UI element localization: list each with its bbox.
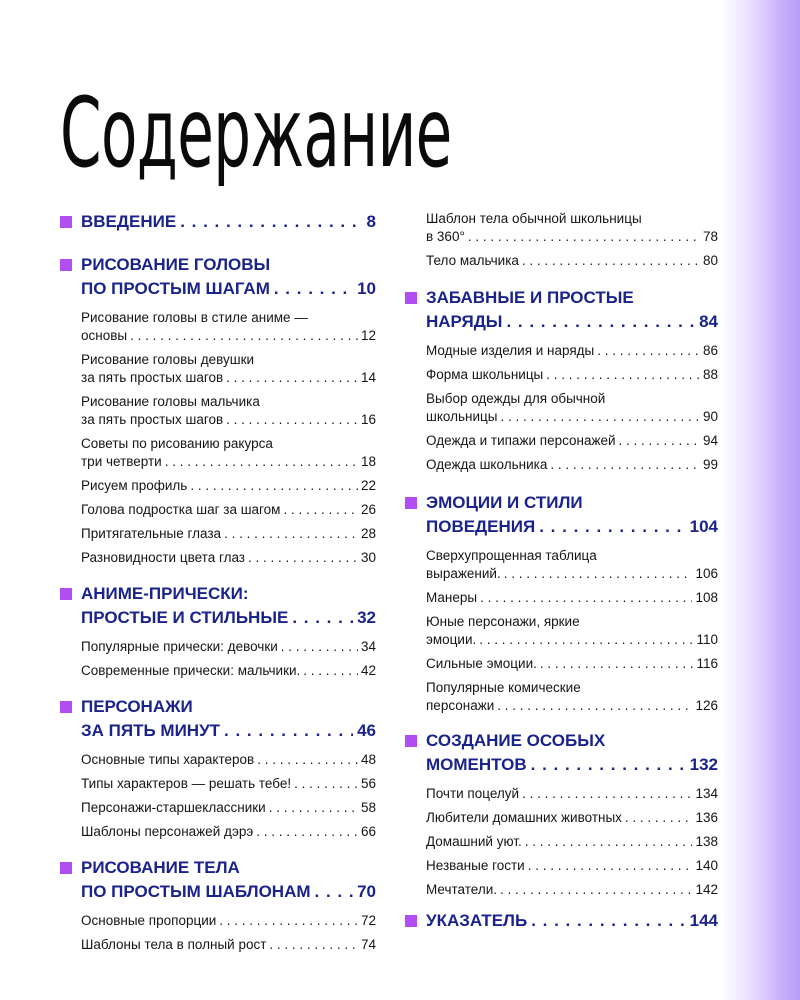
toc-entry[interactable] [81,549,376,567]
toc-entry[interactable] [426,833,718,851]
bullet-square-icon [405,735,417,747]
dot-leader [525,833,693,851]
section-title-line: РИСОВАНИЕ ГОЛОВЫ [81,255,271,274]
entry-title: основы [81,328,128,343]
section-title: ПРОСТЫЕ И СТИЛЬНЫЕ [81,608,289,627]
entry-page: 34 [360,639,376,654]
entry-title: за пять простых шагов [81,370,224,385]
toc-left-column [60,210,376,960]
toc-entry[interactable] [426,809,718,827]
toc-entry[interactable] [81,662,376,680]
entry-page: 12 [360,328,376,343]
toc-entry[interactable] [426,613,718,649]
toc-right-column [405,210,718,933]
dot-leader [274,277,353,301]
section-title: ВВЕДЕНИЕ [81,212,177,231]
dot-leader [625,809,693,827]
entry-page: 136 [695,810,718,825]
entry-title: Мечтатели. [426,882,497,897]
toc-entry[interactable] [81,501,376,519]
entry-title: Сильные эмоции. [426,656,537,671]
section-page: 10 [357,279,376,298]
toc-section-emotions[interactable] [405,491,718,715]
section-page: 46 [357,721,376,740]
entry-title: Одежда школьника [426,457,548,472]
entry-page: 88 [702,367,718,382]
toc-section-hairstyles[interactable] [60,582,376,680]
dot-leader [165,453,358,471]
dot-leader [226,411,358,429]
entry-title: Притягательные глаза [81,526,222,541]
section-title-line: АНИМЕ-ПРИЧЕСКИ: [81,584,249,603]
toc-entry[interactable] [426,390,718,426]
dot-leader [479,631,693,649]
entry-title-line: Рисование головы девушки [81,352,255,367]
dot-leader [540,655,694,673]
entry-title: Рисуем профиль [81,478,188,493]
dot-leader [257,751,358,769]
entry-title: Почти поцелуй [426,786,520,801]
entry-page: 106 [695,566,718,581]
dot-leader [619,432,700,450]
entry-page: 108 [695,590,718,605]
dot-leader [500,408,700,426]
entry-page: 86 [702,343,718,358]
dot-leader [224,525,358,543]
entry-title-line: Рисование головы в стиле аниме — [81,310,308,325]
dot-leader [269,936,358,954]
entry-page: 66 [360,824,376,839]
toc-section-outfits[interactable] [405,286,718,474]
entry-page: 90 [702,409,718,424]
dot-leader [292,606,353,630]
dot-leader [539,515,685,539]
toc-entry[interactable] [426,342,718,360]
entry-title-line: Советы по рисованию ракурса [81,436,273,451]
dot-leader [531,753,686,777]
dot-leader [224,719,353,743]
dot-leader [130,327,358,345]
entry-title: три четверти [81,454,162,469]
entry-page: 78 [702,229,718,244]
entry-title: Разновидности цвета глаз [81,550,245,565]
entry-page: 116 [696,656,718,671]
entry-page: 99 [702,457,718,472]
entry-page: 134 [695,786,718,801]
entry-page: 142 [695,882,718,897]
entry-page: 26 [360,502,376,517]
dot-leader [504,565,693,583]
entry-page: 110 [696,632,718,647]
dot-leader [597,342,700,360]
entry-title-line: Юные персонажи, яркие [426,614,580,629]
toc-section-body-continued [405,210,718,270]
toc-entry[interactable] [81,823,376,841]
bullet-square-icon [405,292,417,304]
dot-leader [528,857,693,875]
section-page: 70 [357,882,376,901]
entry-page: 140 [695,858,718,873]
dot-leader [256,823,358,841]
entry-title-line: Популярные комические [426,680,581,695]
toc-entry[interactable] [81,309,376,345]
entry-title: за пять простых шагов [81,412,224,427]
entry-title: эмоции. [426,632,477,647]
dot-leader [303,662,358,680]
entry-title: Манеры [426,590,478,605]
dot-leader [283,501,358,519]
section-title: ПОВЕДЕНИЯ [426,517,536,536]
section-page: 132 [689,755,718,774]
dot-leader [522,785,692,803]
entry-page: 42 [360,663,376,678]
dot-leader [315,880,354,904]
toc-section-index[interactable] [405,909,718,933]
toc-entry[interactable] [426,589,718,607]
toc-section-special-moments[interactable] [405,729,718,899]
entry-page: 138 [695,834,718,849]
section-title: НАРЯДЫ [426,312,503,331]
toc-entry[interactable] [81,393,376,429]
entry-page: 56 [360,776,376,791]
bullet-square-icon [60,216,72,228]
entry-page: 94 [702,433,718,448]
entry-page: 72 [360,913,376,928]
side-gradient-decoration [720,0,800,1000]
entry-title: Домашний уют. [426,834,522,849]
toc-entry[interactable] [426,785,718,803]
section-title: ПО ПРОСТЫМ ШАБЛОНАМ [81,882,311,901]
entry-title: Форма школьницы [426,367,544,382]
toc-entry[interactable] [81,936,376,954]
entry-title-line: Сверхупрощенная таблица [426,548,597,563]
dot-leader [480,589,692,607]
toc-entry[interactable] [426,210,718,246]
dot-leader [269,799,358,817]
toc-entry[interactable] [81,775,376,793]
toc-entry[interactable] [81,477,376,495]
entry-title: школьницы [426,409,498,424]
section-page: 32 [357,608,376,627]
entry-title: Основные пропорции [81,913,217,928]
section-title-line: РИСОВАНИЕ ТЕЛА [81,858,240,877]
toc-entry[interactable] [81,638,376,656]
section-title: ЗА ПЯТЬ МИНУТ [81,721,221,740]
toc-section-body-drawing[interactable] [60,856,376,954]
entry-title: Современные прически: мальчики. [81,663,301,678]
entry-page: 126 [695,698,718,713]
entry-page: 28 [360,526,376,541]
bullet-square-icon [60,259,72,271]
toc-entry[interactable] [81,751,376,769]
section-title-line: ЗАБАВНЫЕ И ПРОСТЫЕ [426,288,634,307]
dot-leader [506,310,695,334]
dot-leader [180,210,362,234]
toc-entry[interactable] [81,799,376,817]
dot-leader [500,881,692,899]
page-title: Содержание [60,77,452,189]
dot-leader [219,912,358,930]
section-title: УКАЗАТЕЛЬ [426,911,528,930]
entry-title: Персонажи-старшеклассники [81,800,266,815]
entry-page: 18 [360,454,376,469]
entry-title: в 360° [426,229,465,244]
entry-title-line: Шаблон тела обычной школьницы [426,211,642,226]
entry-page: 74 [360,937,376,952]
dot-leader [248,549,358,567]
toc-entry[interactable] [81,525,376,543]
dot-leader [546,366,700,384]
entry-title: Тело мальчика [426,253,519,268]
toc-section-intro[interactable] [60,210,376,234]
entry-title: Основные типы характеров [81,752,255,767]
entry-title: Любители домашних животных [426,810,622,825]
section-title: ПО ПРОСТЫМ ШАГАМ [81,279,270,298]
entry-page: 58 [360,800,376,815]
entry-page: 48 [360,752,376,767]
entry-title: Незваные гости [426,858,525,873]
section-page: 84 [699,312,718,331]
toc-entry[interactable] [426,432,718,450]
dot-leader [497,697,692,715]
bullet-square-icon [60,701,72,713]
entry-title: Популярные прически: девочки [81,639,278,654]
entry-title: Шаблоны персонажей дэрэ [81,824,254,839]
entry-title-line: Рисование головы мальчика [81,394,260,409]
toc-entry[interactable] [426,857,718,875]
dot-leader [468,228,700,246]
entry-title: Типы характеров — решать тебе! [81,776,292,791]
entry-title-line: Выбор одежды для обычной [426,391,606,406]
entry-page: 14 [360,370,376,385]
toc-entry[interactable] [81,435,376,471]
bullet-square-icon [60,588,72,600]
section-page: 104 [689,517,718,536]
section-title: МОМЕНТОВ [426,755,527,774]
entry-title: Голова подростка шаг за шагом [81,502,281,517]
bullet-square-icon [405,497,417,509]
toc-entry[interactable] [426,881,718,899]
toc-section-characters[interactable] [60,695,376,841]
toc-entry[interactable] [81,912,376,930]
toc-entry[interactable] [426,252,718,270]
section-title-line: ЭМОЦИИ И СТИЛИ [426,493,583,512]
entry-page: 80 [702,253,718,268]
entry-page: 16 [360,412,376,427]
toc-section-head-drawing[interactable] [60,253,376,567]
entry-title: Шаблоны тела в полный рост [81,937,267,952]
entry-page: 30 [360,550,376,565]
bullet-square-icon [60,862,72,874]
dot-leader [226,369,358,387]
section-title-line: ПЕРСОНАЖИ [81,697,193,716]
entry-page: 22 [360,478,376,493]
section-page: 144 [689,911,718,930]
entry-title: выражений. [426,566,501,581]
toc-entry[interactable] [426,547,718,583]
entry-title: Одежда и типажи персонажей [426,433,616,448]
toc-entry[interactable] [81,351,376,387]
section-page: 8 [366,212,376,231]
dot-leader [294,775,358,793]
entry-title: Модные изделия и наряды [426,343,595,358]
dot-leader [522,252,700,270]
entry-title: персонажи [426,698,495,713]
toc-entry[interactable] [426,456,718,474]
dot-leader [190,477,358,495]
dot-leader [550,456,700,474]
toc-entry[interactable] [426,655,718,673]
toc-entry[interactable] [426,679,718,715]
section-title-line: СОЗДАНИЕ ОСОБЫХ [426,731,606,750]
dot-leader [531,909,685,933]
toc-entry[interactable] [426,366,718,384]
dot-leader [281,638,358,656]
bullet-square-icon [405,915,417,927]
